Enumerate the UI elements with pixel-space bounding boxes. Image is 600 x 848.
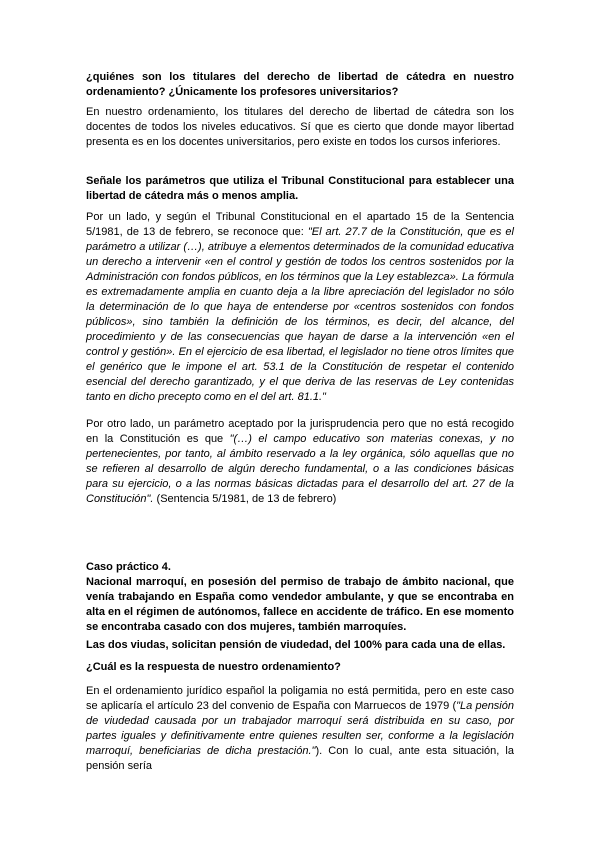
question-titulares-libertad-catedra: ¿quiénes son los titulares del derecho de libertad de cátedra en nuestro ordenamiento? ¿Únicamente los profesores universitarios? — [86, 71, 514, 98]
quote-convenio-marruecos: "La pensión de viudedad causada por un trabajador marroquí será distribuida en su caso, por partes iguales y definitivamente entre quienes resulten ser, conforme a la legislación marroquí, beneficiarias de dicha prestación." — [86, 700, 514, 757]
answer-titulares-libertad-catedra: En nuestro ordenamiento, los titulares del derecho de libertad de cátedra son los docentes de todos los niveles educativos. Sí que es cierto que donde mayor libertad presenta es en los docentes universitarios, pero existe en todos los cursos inferiores. — [86, 106, 514, 148]
paragraph-parametro-jurisprudencia — [86, 417, 514, 507]
paragraph-intro: Por otro lado, un parámetro aceptado por la jurisprudencia pero que no está recogido en la Constitución es que — [86, 418, 514, 445]
quote-materias-conexas: "(…) el campo educativo son materias conexas, y no pertenecientes, por tanto, al ámbito reservado a la ley orgánica, sólo aquellas que no se refieren al desarrollo de algún derecho fundamental, o a las condiciones básicas para su ejercicio, o a las normas básicas dictadas para el desarrollo del art. 27 de la Constitución". — [86, 433, 514, 505]
case-title: Caso práctico 4. — [86, 561, 171, 573]
case-claim: Las dos viudas, solicitan pensión de viudedad, del 100% para cada una de ellas. — [86, 639, 506, 651]
case-question: ¿Cuál es la respuesta de nuestro ordenamiento? — [86, 661, 341, 673]
quote-sentencia-constitucional: "El art. 27.7 de la Constitución, que es el parámetro a utilizar (…), atribuye a elementos determinados de la comunidad educativa un derecho a intervenir «en el control y gestión de todos los centros sostenidos por la Administración con fondos públicos, en los términos que la Ley establezca». La fórmula es extremadamente amplia en cuanto deja a la libre apreciación del legislador no sólo la determinación de lo que haya de entenderse por «centros sostenidos con fondos públicos», sino también la definición de los términos, es decir, del alcance, del procedimiento y de las consecuencias que hayan de darse a la intervención «en el control y gestión». En el ejercicio de esa libertad, el legislador no tiene otros límites que el genérico que le impone el art. 53.1 de la Constitución de respetar el contenido esencial del derecho garantizado, y el que deriva de las reservas de Ley contenidas tanto en dicho precepto como en el del art. 81.1." — [86, 226, 514, 403]
answer-intro: En el ordenamiento jurídico español la poligamia no está permitida, pero en este caso se aplicaría el artículo 23 del convenio de España con Marruecos de 1979 ( — [86, 685, 514, 712]
citation-sentencia: (Sentencia 5/1981, de 13 de febrero) — [153, 493, 337, 505]
answer-outro: ). Con lo cual, ante esta situación, la pensión sería — [86, 745, 514, 772]
paragraph-intro: Por un lado, y según el Tribunal Constitucional en el apartado 15 de la Sentencia 5/1981, de 13 de febrero, se reconoce que: — [86, 211, 514, 238]
case-facts: Nacional marroquí, en posesión del permiso de trabajo de ámbito nacional, que venía trabajando en España como vendedor ambulante, y que se encontraba en alta en el régimen de autónomos, fallece en accidente de tráfico. En ese momento se encontraba casado con dos mujeres, también marroquíes. — [86, 576, 514, 633]
question-parametros-tribunal: Señale los parámetros que utiliza el Tribunal Constitucional para establecer una libertad de cátedra más o menos amplia. — [86, 175, 514, 202]
case-answer — [86, 684, 514, 774]
paragraph-sentencia-5-1981 — [86, 210, 514, 405]
